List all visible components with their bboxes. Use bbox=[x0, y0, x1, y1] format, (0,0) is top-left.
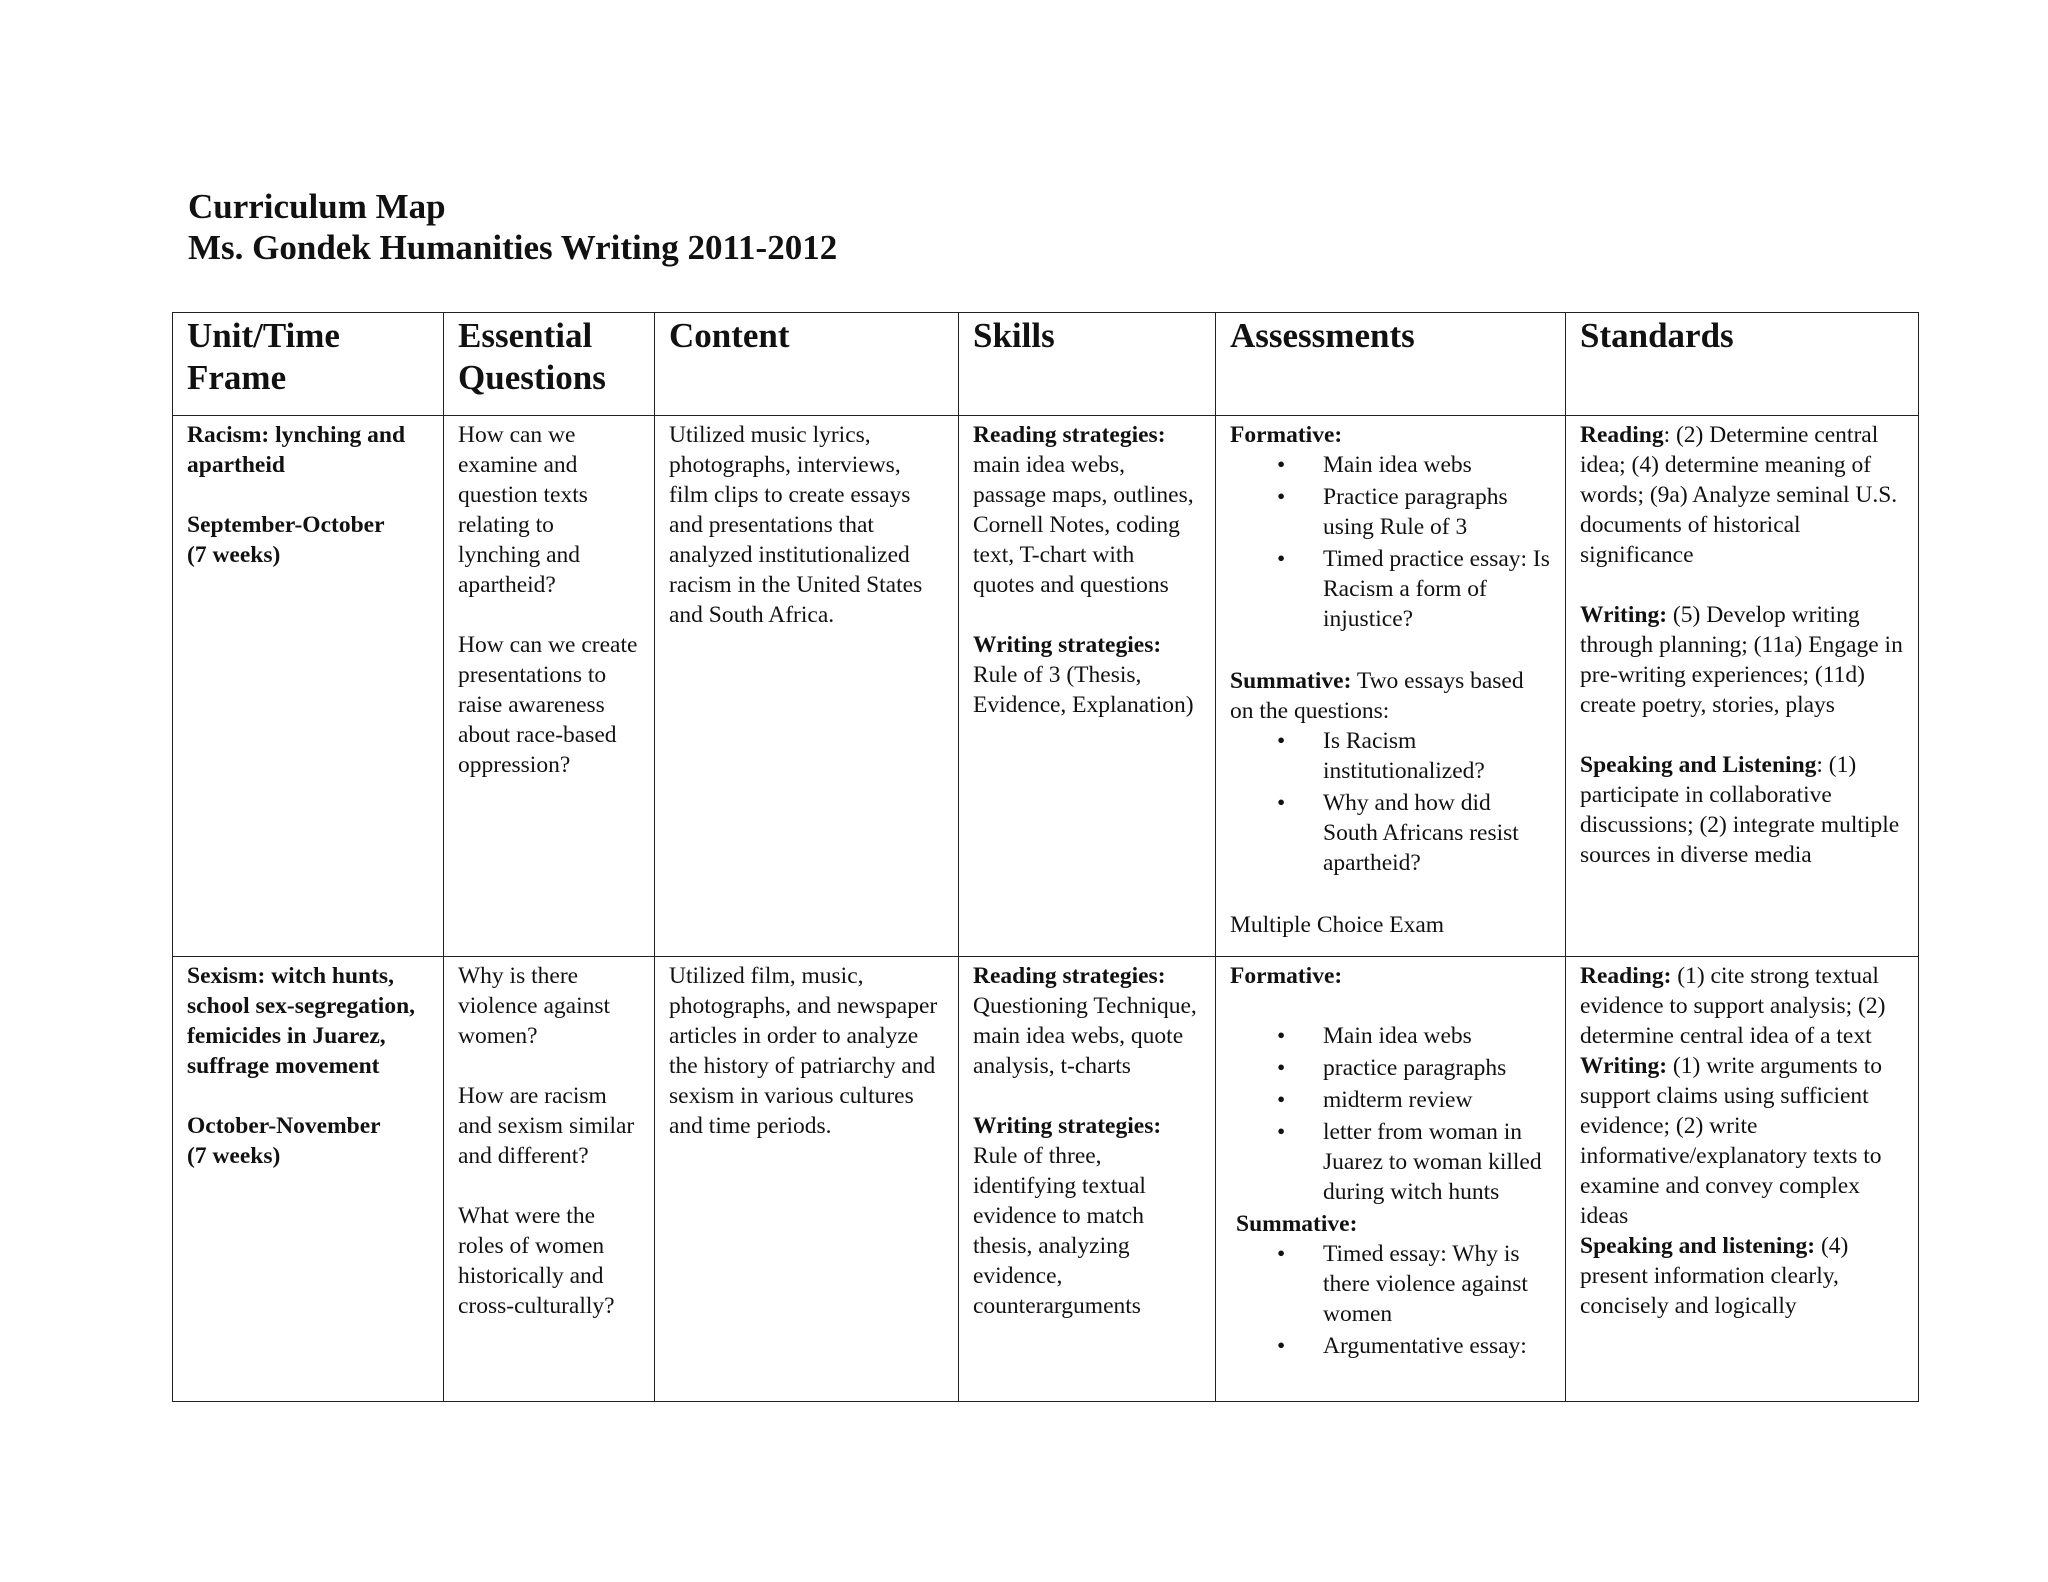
standard-text: (5) Develop writing through planning; (11a) Engage in pre-writing experiences; (11d) create poetry, stories, plays bbox=[1580, 602, 1903, 718]
formative-label: Formative: bbox=[1230, 422, 1343, 448]
table-row bbox=[173, 416, 1919, 957]
standard-entry bbox=[1580, 750, 1904, 870]
header-content: Content bbox=[655, 313, 959, 416]
table-row bbox=[173, 957, 1919, 1402]
unit-cell bbox=[173, 957, 444, 1402]
standards-cell bbox=[1566, 416, 1919, 957]
header-assessments: Assessments bbox=[1216, 313, 1566, 416]
table-header-row bbox=[173, 313, 1919, 416]
essential-question: How can we create presentations to raise awareness about race-based oppression? bbox=[458, 632, 638, 778]
standard-entry bbox=[1580, 1231, 1904, 1321]
list-item: • Argumentative essay: bbox=[1230, 1331, 1551, 1361]
standard-entry bbox=[1580, 961, 1904, 1051]
unit-title: Sexism: witch hunts, school sex-segregation, femicides in Juarez, suffrage movement bbox=[187, 963, 416, 1079]
writing-strategies-label: Writing strategies: bbox=[973, 632, 1162, 658]
standard-text: : (1) participate in collaborative discussions; (2) integrate multiple sources in diverse media bbox=[1580, 752, 1900, 868]
unit-weeks: (7 weeks) bbox=[187, 542, 281, 568]
formative-list bbox=[1230, 1021, 1551, 1207]
standard-entry bbox=[1580, 600, 1904, 720]
list-item: • Main idea webs bbox=[1230, 450, 1551, 480]
standard-text: (1) write arguments to support claims using sufficient evidence; (2) write informative/explanatory texts to examine and convey complex ideas bbox=[1580, 1053, 1882, 1229]
essential-question: What were the roles of women historically and cross-culturally? bbox=[458, 1203, 615, 1319]
summative-text: Two essays based on the questions: bbox=[1230, 668, 1524, 724]
summative-list bbox=[1230, 1239, 1551, 1361]
standard-entry bbox=[1580, 420, 1904, 570]
list-item: • Main idea webs bbox=[1230, 1021, 1551, 1051]
standard-label: Writing: bbox=[1580, 1053, 1668, 1079]
standard-label: Reading bbox=[1580, 422, 1664, 448]
list-item: • Why and how did South Africans resist apartheid? bbox=[1230, 788, 1551, 878]
summative-list bbox=[1230, 726, 1551, 878]
summative-label: Summative: bbox=[1236, 1211, 1358, 1237]
list-item: • Is Racism institutionalized? bbox=[1230, 726, 1551, 786]
standard-text: (1) cite strong textual evidence to support analysis; (2) determine central idea of a text bbox=[1580, 963, 1886, 1049]
curriculum-table bbox=[172, 312, 1919, 1402]
standards-cell bbox=[1566, 957, 1919, 1402]
formative-list bbox=[1230, 450, 1551, 634]
assessment-extra: Multiple Choice Exam bbox=[1230, 912, 1445, 938]
reading-strategies-label: Reading strategies: bbox=[973, 963, 1166, 989]
summative-label: Summative: bbox=[1230, 668, 1352, 694]
writing-strategies-text: Rule of 3 (Thesis, Evidence, Explanation) bbox=[973, 662, 1194, 718]
standard-label: Speaking and listening: bbox=[1580, 1233, 1816, 1259]
reading-strategies-label: Reading strategies: bbox=[973, 422, 1166, 448]
standard-label: Reading: bbox=[1580, 963, 1672, 989]
header-skills: Skills bbox=[959, 313, 1216, 416]
writing-strategies-label: Writing strategies: bbox=[973, 1113, 1162, 1139]
standard-label: Speaking and Listening bbox=[1580, 752, 1817, 778]
list-item: • Timed practice essay: Is Racism a form of injustice? bbox=[1230, 544, 1551, 634]
unit-title: Racism: lynching and apartheid bbox=[187, 422, 406, 478]
questions-cell bbox=[444, 416, 655, 957]
content-cell bbox=[655, 416, 959, 957]
standard-text: (4) present information clearly, concisely and logically bbox=[1580, 1233, 1849, 1319]
unit-cell bbox=[173, 416, 444, 957]
writing-strategies-text: Rule of three, identifying textual evidence to match thesis, analyzing evidence, counterarguments bbox=[973, 1143, 1146, 1319]
essential-question: Why is there violence against women? bbox=[458, 963, 611, 1049]
header-standards: Standards bbox=[1566, 313, 1919, 416]
document-title bbox=[188, 186, 837, 268]
essential-question: How are racism and sexism similar and different? bbox=[458, 1083, 635, 1169]
questions-cell bbox=[444, 957, 655, 1402]
standard-text: : (2) Determine central idea; (4) determine meaning of words; (9a) Analyze seminal U.S. documents of historical significance bbox=[1580, 422, 1898, 568]
header-unit: Unit/Time Frame bbox=[173, 313, 444, 416]
standard-entry bbox=[1580, 1051, 1904, 1231]
skills-cell bbox=[959, 957, 1216, 1402]
list-item: • midterm review bbox=[1230, 1085, 1551, 1115]
list-item: • practice paragraphs bbox=[1230, 1053, 1551, 1083]
header-questions: Essential Questions bbox=[444, 313, 655, 416]
standard-label: Writing: bbox=[1580, 602, 1668, 628]
formative-label: Formative: bbox=[1230, 963, 1343, 989]
essential-question: How can we examine and question texts relating to lynching and apartheid? bbox=[458, 422, 588, 598]
assessments-cell bbox=[1216, 416, 1566, 957]
unit-timeframe: October-November bbox=[187, 1113, 381, 1139]
unit-weeks: (7 weeks) bbox=[187, 1143, 281, 1169]
content-text: Utilized film, music, photographs, and newspaper articles in order to analyze the history of patriarchy and sexism in various cultures and time periods. bbox=[669, 963, 938, 1139]
reading-strategies-text: Questioning Technique, main idea webs, quote analysis, t-charts bbox=[973, 993, 1197, 1079]
unit-timeframe: September-October bbox=[187, 512, 385, 538]
reading-strategies-text: main idea webs, passage maps, outlines, Cornell Notes, coding text, T-chart with quotes and questions bbox=[973, 452, 1194, 598]
content-text: Utilized music lyrics, photographs, interviews, film clips to create essays and presentations that analyzed institutionalized racism in the United States and South Africa. bbox=[669, 422, 923, 628]
content-cell bbox=[655, 957, 959, 1402]
summative-intro bbox=[1230, 666, 1551, 726]
title-line-1: Curriculum Map bbox=[188, 187, 446, 226]
list-item: • letter from woman in Juarez to woman killed during witch hunts bbox=[1230, 1117, 1551, 1207]
assessments-cell bbox=[1216, 957, 1566, 1402]
title-line-2: Ms. Gondek Humanities Writing 2011-2012 bbox=[188, 228, 838, 267]
list-item: • Timed essay: Why is there violence against women bbox=[1230, 1239, 1551, 1329]
list-item: • Practice paragraphs using Rule of 3 bbox=[1230, 482, 1551, 542]
skills-cell bbox=[959, 416, 1216, 957]
